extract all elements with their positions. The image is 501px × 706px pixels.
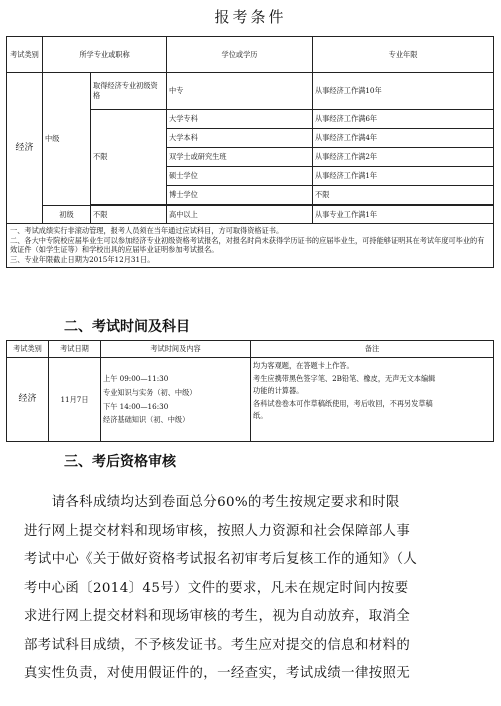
header-content: 考试时间及内容 [101, 341, 251, 358]
section-3-heading: 三、考后资格审核 [64, 454, 176, 470]
row-degree: 双学士或研究生班 [167, 148, 313, 167]
exam-date: 11月7日 [49, 358, 101, 442]
remark-line: 考生应携带黑色签字笔、2B铅笔、橡皮，无声无文本编辑 [253, 373, 436, 383]
header-date: 考试日期 [49, 341, 101, 358]
content-line: 经济基础知识（初、中级） [103, 415, 190, 425]
row-years: 从事专业工作满1年 [313, 206, 494, 224]
row-years: 从事经济工作满6年 [313, 110, 494, 129]
review-paragraph [24, 489, 482, 689]
remark-line: 均为客观题，在答题卡上作答。 [253, 361, 354, 370]
header-remarks: 备注 [251, 341, 494, 358]
notes-cell [7, 224, 494, 268]
remark-line: 功能的计算器。 [253, 386, 304, 396]
row-major: 不限 [91, 206, 167, 224]
row-degree: 硕士学位 [167, 167, 313, 186]
paragraph-line: 请各科成绩均达到卷面总分60%的考生按规定要求和时限 [24, 495, 400, 510]
level-mid: 中级 [43, 73, 91, 206]
row-degree: 中专 [167, 73, 313, 110]
category-economy: 经济 [7, 73, 43, 224]
content-line: 专业知识与实务（初、中级） [103, 387, 197, 397]
row-degree: 博士学位 [167, 186, 313, 205]
header-category: 考试类别 [7, 341, 49, 358]
level-junior: 初级 [43, 206, 91, 224]
exam-remarks [251, 358, 494, 442]
row-years: 从事经济工作满1年 [313, 167, 494, 186]
page-title: 报考条件 [214, 8, 287, 26]
note-item: 二、各大中专院校应届毕业生可以参加经济专业初级资格考试报名，对报名时尚未获得学历证书的应届毕业生，可持能够证明其在考试年度可毕业的有效证件（如学生证等）和学校出具的应届毕业证明参加考试报名。 [10, 235, 485, 255]
paragraph-line: 考试中心《关于做好资格考试报名初审考后复核工作的通知》（人 [24, 552, 418, 567]
row-degree: 高中以上 [167, 206, 313, 224]
row-years: 从事经济工作满4年 [313, 129, 494, 148]
paragraph-line: 真实性负责，对使用假证件的，一经查实，考试成绩一律按照无 [24, 666, 411, 681]
exam-time-table [6, 340, 494, 442]
row-degree: 大学专科 [167, 110, 313, 129]
content-line: 下午 14:00—16:30 [103, 401, 169, 411]
row-years: 从事经济工作满2年 [313, 148, 494, 167]
remark-line: 各科试卷卷本可作草稿纸使用，考后收回，不再另发草稿 [253, 398, 433, 408]
header-category: 考试类别 [7, 37, 43, 73]
conditions-table [6, 36, 494, 268]
paragraph-line: 部考试科目成绩，不予核发证书。考生应对提交的信息和材料的 [24, 637, 411, 653]
note-item: 三、专业年限截止日期为2015年12月31日。 [10, 255, 155, 265]
header-years: 专业年限 [313, 37, 494, 73]
row-years: 不限 [313, 186, 494, 205]
note-item: 一、考试成绩实行非滚动管理，报考人员须在当年通过应试科目，方可取得资格证书。 [10, 226, 284, 235]
paragraph-line: 求进行网上提交材料和现场审核的考生，视为自动放弃，取消全 [24, 609, 411, 624]
exam-content [101, 358, 251, 442]
category-economy: 经济 [7, 358, 49, 442]
content-line: 上午 09:00—11:30 [103, 374, 169, 384]
remark-line: 纸。 [253, 411, 268, 421]
header-degree: 学位或学历 [167, 37, 313, 73]
header-major-title: 所学专业或职称 [43, 37, 167, 73]
section-2-heading: 二、考试时间及科目 [64, 319, 190, 335]
paragraph-line: 考中心函〔2014〕45号）文件的要求，凡未在规定时间内按要 [24, 580, 409, 596]
row-major: 不限 [91, 110, 167, 205]
row-years: 从事经济工作满10年 [313, 73, 494, 110]
paragraph-line: 进行网上提交材料和现场审核，按照人力资源和社会保障部人事 [24, 523, 411, 539]
row-degree: 大学本科 [167, 129, 313, 148]
row-major: 取得经济专业初级资格 [91, 73, 167, 110]
